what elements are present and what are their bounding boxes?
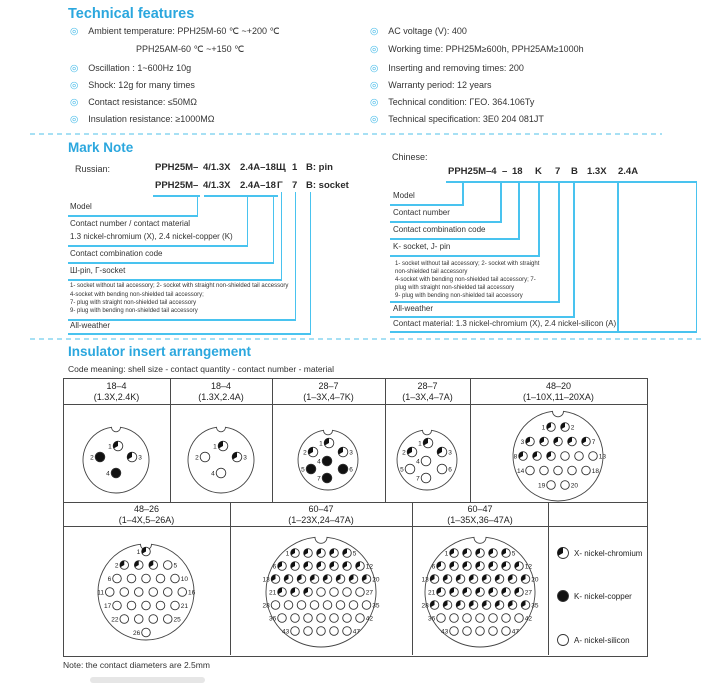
svg-text:27: 27 xyxy=(365,589,374,597)
feature-text: Technical specification: 3E0 204 081JT xyxy=(388,114,544,124)
insert-size: 28–7 xyxy=(417,381,438,391)
code-underline xyxy=(204,195,278,197)
svg-text:13: 13 xyxy=(598,453,607,461)
cell-header xyxy=(385,381,470,403)
table-line xyxy=(548,502,549,655)
svg-text:6: 6 xyxy=(448,466,452,474)
insert-material: (1.3X,2.4A) xyxy=(198,392,244,402)
cell-header xyxy=(63,381,170,403)
svg-text:42: 42 xyxy=(365,615,374,623)
svg-text:2: 2 xyxy=(114,562,119,570)
bullet-icon: ◎ xyxy=(70,79,79,91)
svg-text:21: 21 xyxy=(427,589,436,597)
svg-text:26: 26 xyxy=(132,629,141,637)
svg-text:2: 2 xyxy=(303,449,307,457)
insert-material: (1.3X,2.4K) xyxy=(93,392,140,402)
callout-line xyxy=(390,331,697,333)
code-segment: PPH25M–4 xyxy=(448,166,497,177)
code-segment: 7 xyxy=(555,166,561,177)
svg-text:36: 36 xyxy=(427,615,436,623)
cell-header xyxy=(470,381,647,403)
svg-text:28: 28 xyxy=(421,602,429,610)
section-title-technical: Technical features xyxy=(68,6,195,22)
svg-text:7: 7 xyxy=(317,475,321,483)
svg-text:5: 5 xyxy=(173,562,178,570)
svg-text:4: 4 xyxy=(211,470,215,478)
nickel-silicon-icon xyxy=(556,633,570,647)
svg-text:17: 17 xyxy=(103,602,112,610)
svg-text:6: 6 xyxy=(349,466,353,474)
callout-line xyxy=(247,195,249,246)
dashed-separator xyxy=(30,133,662,135)
insert-size: 18–4 xyxy=(106,381,127,391)
svg-text:5: 5 xyxy=(352,550,357,558)
legend-item xyxy=(556,546,642,560)
svg-text:20: 20 xyxy=(570,482,579,490)
svg-text:21: 21 xyxy=(180,602,189,610)
bullet-icon: ◎ xyxy=(70,96,79,108)
bullet-icon: ◎ xyxy=(370,43,379,55)
chinese-label: Chinese: xyxy=(392,152,428,162)
callout-line xyxy=(573,181,575,316)
insert-size: 48–26 xyxy=(133,504,160,514)
callout-line xyxy=(518,181,520,238)
callout-line xyxy=(68,333,311,335)
svg-text:4: 4 xyxy=(317,458,321,466)
callout-line xyxy=(390,316,575,318)
code-segment: 2.4A xyxy=(618,166,639,177)
svg-text:42: 42 xyxy=(524,615,533,623)
svg-text:25: 25 xyxy=(173,616,181,624)
russian-label: Russian: xyxy=(75,164,111,174)
callout-line xyxy=(68,245,248,247)
code-segment: 1 xyxy=(292,162,298,173)
list-item xyxy=(370,44,584,54)
section-title-mark-note: Mark Note xyxy=(68,140,134,155)
svg-text:22: 22 xyxy=(111,616,119,624)
code-segment: PPH25M– xyxy=(155,180,199,191)
svg-text:18: 18 xyxy=(591,467,600,475)
list-item xyxy=(70,97,197,107)
callout-line xyxy=(273,195,275,263)
code-segment: 18 xyxy=(512,166,523,177)
callout-contact-material: Contact material: 1.3 nickel-chromium (X), 2.4 nickel-silicon (A) xyxy=(393,319,617,328)
table-line xyxy=(63,526,647,527)
dashed-separator xyxy=(30,338,702,340)
callout-socket-pin: K- socket, J- pin xyxy=(393,242,451,251)
callout-line xyxy=(538,181,540,255)
callout-line xyxy=(390,301,560,303)
callout-accessory: 4-socket with bending non-shielded tail accessory; 7- xyxy=(395,277,536,283)
svg-text:12: 12 xyxy=(524,563,533,571)
insert-material: (1–3X,4–7K) xyxy=(303,392,354,402)
code-segment: 4/1.3X xyxy=(203,180,231,191)
legend-label: K- nickel-copper xyxy=(574,591,632,601)
insert-material: (1–23X,24–47A) xyxy=(288,515,354,525)
insert-material: (1–10X,11–20XA) xyxy=(523,392,594,402)
callout-model: Model xyxy=(70,202,92,211)
svg-text:4: 4 xyxy=(416,458,420,466)
insert-size: 28–7 xyxy=(318,381,339,391)
callout-line xyxy=(617,181,619,331)
feature-text-sub: PPH25AM-60 ℃ ~+150 ℃ xyxy=(136,44,245,54)
svg-text:27: 27 xyxy=(524,589,533,597)
code-segment: Щ xyxy=(276,162,286,173)
bullet-icon: ◎ xyxy=(70,113,79,125)
svg-text:13: 13 xyxy=(262,576,270,584)
list-item xyxy=(70,26,280,37)
code-segment: 2.4A–18 xyxy=(240,180,276,191)
section-title-insulator: Insulator insert arrangement xyxy=(68,344,252,359)
feature-text: Warranty period: 12 years xyxy=(388,80,492,90)
callout-accessory: 9- plug with bending non-shielded tail accessory xyxy=(70,308,198,314)
svg-text:2: 2 xyxy=(90,454,94,462)
svg-text:8: 8 xyxy=(513,453,518,461)
legend-item xyxy=(556,633,630,647)
svg-text:1: 1 xyxy=(319,440,323,448)
svg-text:2: 2 xyxy=(402,449,406,457)
callout-line xyxy=(696,181,698,331)
callout-combination-code: Contact combination code xyxy=(70,249,163,258)
svg-text:3: 3 xyxy=(138,454,142,462)
svg-text:35: 35 xyxy=(372,602,380,610)
svg-text:5: 5 xyxy=(511,550,516,558)
code-segment: B xyxy=(571,166,578,177)
cell-header xyxy=(170,381,272,403)
code-segment: B: pin xyxy=(306,162,333,173)
svg-text:20: 20 xyxy=(531,576,539,584)
code-segment: PPH25M– xyxy=(155,162,199,173)
svg-text:16: 16 xyxy=(188,589,196,597)
callout-accessory: 9- plug with bending non-shielded tail accessory xyxy=(395,293,523,299)
legend-label: A- nickel-silicon xyxy=(574,635,630,645)
svg-text:10: 10 xyxy=(180,575,189,583)
callout-line xyxy=(295,192,297,319)
insert-material: (1–35X,36–47A) xyxy=(447,515,513,525)
svg-text:4: 4 xyxy=(106,470,110,478)
feature-text: Shock: 12g for many times xyxy=(88,80,195,90)
feature-text: Inserting and removing times: 200 xyxy=(388,63,524,73)
cell-header xyxy=(412,504,548,526)
svg-text:6: 6 xyxy=(107,575,112,583)
svg-text:21: 21 xyxy=(268,589,277,597)
svg-text:13: 13 xyxy=(421,576,429,584)
footer-remnant xyxy=(90,677,205,683)
svg-text:19: 19 xyxy=(537,482,546,490)
table-line xyxy=(63,502,647,503)
table-line xyxy=(63,404,647,405)
bullet-icon: ◎ xyxy=(370,62,379,74)
callout-line xyxy=(68,215,198,217)
callout-contact-number: Contact number / contact material xyxy=(70,219,191,228)
bullet-icon: ◎ xyxy=(370,113,379,125)
svg-text:28: 28 xyxy=(262,602,270,610)
bullet-icon: ◎ xyxy=(370,25,379,37)
svg-text:1: 1 xyxy=(213,443,217,451)
svg-text:36: 36 xyxy=(268,615,277,623)
svg-text:47: 47 xyxy=(511,628,520,636)
callout-combination-code: Contact combination code xyxy=(393,225,486,234)
svg-text:12: 12 xyxy=(365,563,374,571)
svg-text:1: 1 xyxy=(541,424,546,432)
callout-accessory: plug with straight non-shielded tail accessory xyxy=(395,285,515,291)
svg-text:3: 3 xyxy=(243,454,247,462)
code-segment: B: socket xyxy=(306,180,349,191)
svg-text:1: 1 xyxy=(285,550,290,558)
bullet-icon: ◎ xyxy=(70,26,79,37)
callout-line xyxy=(68,279,282,281)
code-segment: 2.4A–18 xyxy=(240,162,276,173)
feature-text: Technical condition: ΓEO. 364.106Ty xyxy=(388,97,535,107)
callout-all-weather: All-weather xyxy=(70,321,111,330)
callout-contact-number: Contact number xyxy=(393,208,450,217)
feature-text: AC voltage (V): 400 xyxy=(388,26,467,36)
svg-text:3: 3 xyxy=(349,449,353,457)
feature-text: Working time: PPH25M≥600h, PPH25AM≥1000h xyxy=(388,44,584,54)
cell-header xyxy=(63,504,230,526)
callout-line xyxy=(197,195,199,216)
code-meaning-text: Code meaning: shell size - contact quantity - contact number - material xyxy=(68,364,334,374)
svg-text:47: 47 xyxy=(352,628,361,636)
svg-text:6: 6 xyxy=(272,563,277,571)
svg-text:5: 5 xyxy=(400,466,404,474)
callout-nickel-materials: 1.3 nickel-chromium (X), 2.4 nickel-copper (K) xyxy=(70,232,233,241)
bullet-icon: ◎ xyxy=(370,96,379,108)
cell-header xyxy=(272,381,385,403)
svg-text:11: 11 xyxy=(97,589,104,597)
svg-text:2: 2 xyxy=(570,424,575,432)
callout-accessory: 1- socket without tail accessory; 2- socket with straight xyxy=(395,261,540,267)
svg-text:14: 14 xyxy=(516,467,525,475)
callout-line xyxy=(390,204,464,206)
callout-line xyxy=(500,181,502,221)
callout-line xyxy=(390,255,540,257)
list-item xyxy=(370,26,467,36)
list-item xyxy=(70,63,191,73)
svg-text:3: 3 xyxy=(520,438,525,446)
callout-line xyxy=(390,238,520,240)
svg-text:7: 7 xyxy=(591,438,596,446)
code-segment: K xyxy=(535,166,542,177)
insert-material: (1–3X,4–7A) xyxy=(402,392,453,402)
svg-text:1: 1 xyxy=(444,550,449,558)
callout-model: Model xyxy=(393,191,415,200)
callout-line xyxy=(558,181,560,301)
list-item xyxy=(370,63,524,73)
insert-size: 60–47 xyxy=(308,504,334,514)
svg-text:7: 7 xyxy=(416,475,420,483)
svg-text:1: 1 xyxy=(418,440,422,448)
svg-text:5: 5 xyxy=(301,466,305,474)
code-segment: 1.3X xyxy=(587,166,607,177)
list-item xyxy=(70,80,195,90)
list-item xyxy=(70,114,215,124)
callout-accessory: 1- socket without tail accessory; 2- socket with straight non-shielded tail accessory xyxy=(70,283,289,289)
callout-pin-socket: Ш-pin, Γ-socket xyxy=(70,266,126,275)
feature-text: Oscillation : 1~600Hz 10g xyxy=(88,63,192,73)
legend-item xyxy=(556,589,632,603)
code-segment: – xyxy=(502,166,508,177)
list-item xyxy=(370,97,534,107)
insert-size: 18–4 xyxy=(210,381,232,391)
code-segment: 7 xyxy=(292,180,298,191)
feature-text: Insulation resistance: ≥1000MΩ xyxy=(88,114,215,124)
code-underline xyxy=(446,181,697,183)
svg-text:43: 43 xyxy=(440,628,449,636)
code-segment: Γ xyxy=(277,180,283,191)
callout-line xyxy=(281,192,283,280)
list-item xyxy=(370,114,544,124)
footnote: Note: the contact diameters are 2.5mm xyxy=(63,660,210,670)
svg-text:20: 20 xyxy=(372,576,380,584)
callout-line xyxy=(310,192,312,333)
svg-text:35: 35 xyxy=(531,602,539,610)
feature-text: Ambient temperature: PPH25M-60 ℃ ~+200 ℃ xyxy=(88,26,280,36)
svg-text:43: 43 xyxy=(281,628,290,636)
code-underline xyxy=(153,195,200,197)
svg-text:2: 2 xyxy=(195,454,199,462)
list-item xyxy=(370,80,492,90)
svg-text:1: 1 xyxy=(136,548,141,556)
callout-accessory: non-shielded tail accessory xyxy=(395,269,468,275)
cell-header xyxy=(230,504,412,526)
insert-size: 60–47 xyxy=(467,504,493,514)
callout-accessory: 4-socket with bending non-shielded tail accessory; xyxy=(70,292,204,298)
nickel-copper-icon xyxy=(556,589,570,603)
bullet-icon: ◎ xyxy=(370,79,379,91)
nickel-chromium-icon xyxy=(556,546,570,560)
insert-size: 48–20 xyxy=(545,381,572,391)
bullet-icon: ◎ xyxy=(70,62,79,74)
code-segment: 4/1.3X xyxy=(203,162,231,173)
callout-line xyxy=(462,181,464,204)
callout-accessory: 7- plug with straight non-shielded tail accessory xyxy=(70,300,197,306)
svg-text:3: 3 xyxy=(448,449,452,457)
callout-line xyxy=(68,262,274,264)
svg-text:1: 1 xyxy=(108,443,112,451)
callout-line xyxy=(390,221,502,223)
callout-all-weather: All-weather xyxy=(393,304,434,313)
insert-material: (1–4X,5–26A) xyxy=(118,515,175,525)
legend-label: X- nickel-chromium xyxy=(574,548,643,558)
svg-text:6: 6 xyxy=(431,563,436,571)
feature-text: Contact resistance: ≤50MΩ xyxy=(88,97,198,107)
